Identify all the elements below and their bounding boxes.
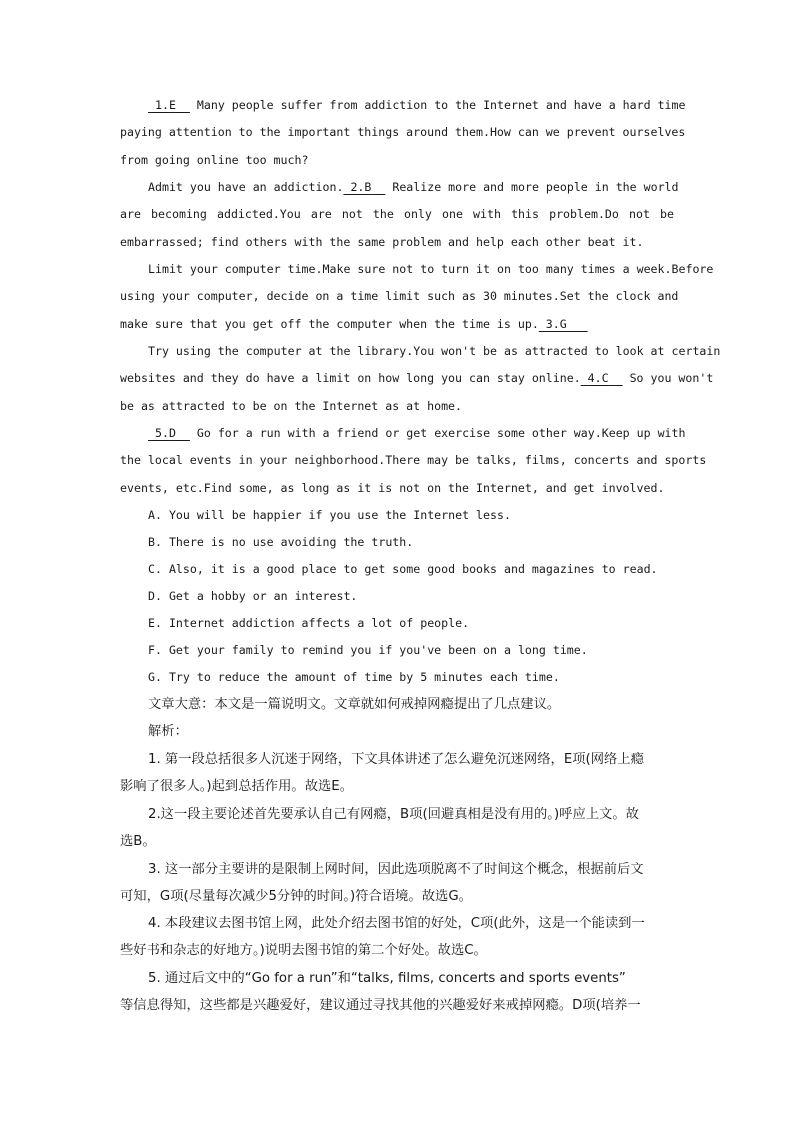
paragraph-line: embarrassed; find others with the same problem and help each other beat it. [120, 234, 644, 249]
passage-paragraph-2 [120, 174, 679, 256]
answer-blank-3: 3.G [545, 316, 567, 331]
option-g: G. Try to reduce the amount of time by 5 minutes each time. [148, 670, 560, 684]
passage-paragraph-4 [120, 338, 721, 420]
passage-paragraph-5 [120, 420, 707, 502]
option-d: D. Get a hobby or an interest. [148, 589, 358, 603]
answer-blank-1: 1.E [154, 98, 176, 112]
explanation-4-line-2: 些好书和杂志的好地方。)说明去图书馆的第二个好处。故选C。 [120, 943, 487, 958]
paragraph-line: paying attention to the important things around them.How can we prevent ourselves [120, 125, 686, 140]
explanation-3-line-2: 可知，G项(尽量每次减少5分钟的时间。)符合语境。故选G。 [120, 889, 472, 904]
option-e: E. Internet addiction affects a lot of people. [148, 616, 470, 630]
option-c: C. Also, it is a good place to get some good books and magazines to read. [148, 562, 658, 576]
answer-blank-2: 2.B [350, 180, 372, 194]
passage-paragraph-3 [120, 256, 714, 338]
paragraph-line: 5.D Go for a run with a friend or get exercise some other way.Keep up with [120, 420, 674, 447]
paragraph-line: from going online too much? [120, 152, 309, 167]
paragraph-line: using your computer, decide on a time limit such as 30 minutes.Set the clock and [120, 289, 679, 304]
explanation-3-line-1: 3. 这一部分主要讲的是限制上网时间，因此选项脱离不了时间这个概念，根据前后文 [148, 862, 644, 877]
paragraph-line: be as attracted to be on the Internet as at home. [120, 398, 463, 413]
passage-paragraph-1 [120, 92, 686, 174]
explanation-5-line-2: 等信息得知，这些都是兴趣爱好，建议通过寻找其他的兴趣爱好来戒掉网瘾。D项(培养一 [120, 998, 641, 1013]
option-a: A. You will be happier if you use the Internet less. [148, 508, 511, 522]
explanation-4-line-1: 4. 本段建议去图书馆上网，此处介绍去图书馆的好处，C项(此外，这是一个能读到一 [148, 916, 645, 931]
analysis-heading: 解析： [148, 724, 188, 739]
explanation-5-line-1: 5. 通过后文中的“Go for a run”和“talks, films, concerts and sports events” [148, 971, 626, 986]
paragraph-line: Admit you have an addiction. 2.B Realize more and more people in the world [148, 180, 679, 194]
summary-text: 文章大意：本文是一篇说明文。文章就如何戒掉网瘾提出了几点建议。 [148, 697, 561, 712]
paragraph-line: Limit your computer time.Make sure not to turn it on too many times a week.Before [148, 262, 714, 276]
paragraph-line: make sure that you get off the computer when the time is up. 3.G [120, 311, 674, 338]
explanation-2-line-2: 选B。 [120, 834, 156, 849]
explanation-1-line-2: 影响了很多人。)起到总括作用。故选E。 [120, 779, 353, 794]
paragraph-line: are becoming addicted.You are not the only one with this problem.Do not be [120, 207, 674, 222]
option-f: F. Get your family to remind you if you've been on a long time. [148, 643, 588, 657]
paragraph-line: the local events in your neighborhood.There may be talks, films, concerts and sports [120, 453, 707, 468]
answer-blank-5: 5.D [154, 426, 176, 440]
paragraph-line: 1.E Many people suffer from addiction to the Internet and have a hard time [120, 92, 674, 119]
paragraph-line: events, etc.Find some, as long as it is not on the Internet, and get involved. [120, 480, 665, 495]
answer-blank-4: 4.C [587, 371, 609, 386]
explanation-1-line-1: 1. 第一段总括很多人沉迷于网络，下文具体讲述了怎么避免沉迷网络，E项(网络上瘾 [148, 752, 644, 767]
explanation-2-line-1: 2.这一段主要论述首先要承认自己有网瘾，B项(回避真相是没有用的。)呼应上文。故 [148, 807, 639, 822]
option-b: B. There is no use avoiding the truth. [148, 535, 414, 549]
paragraph-line: Try using the computer at the library.You won't be as attracted to look at certain [148, 344, 721, 358]
paragraph-line: websites and they do have a limit on how long you can stay online. 4.C So you won't [120, 371, 714, 386]
